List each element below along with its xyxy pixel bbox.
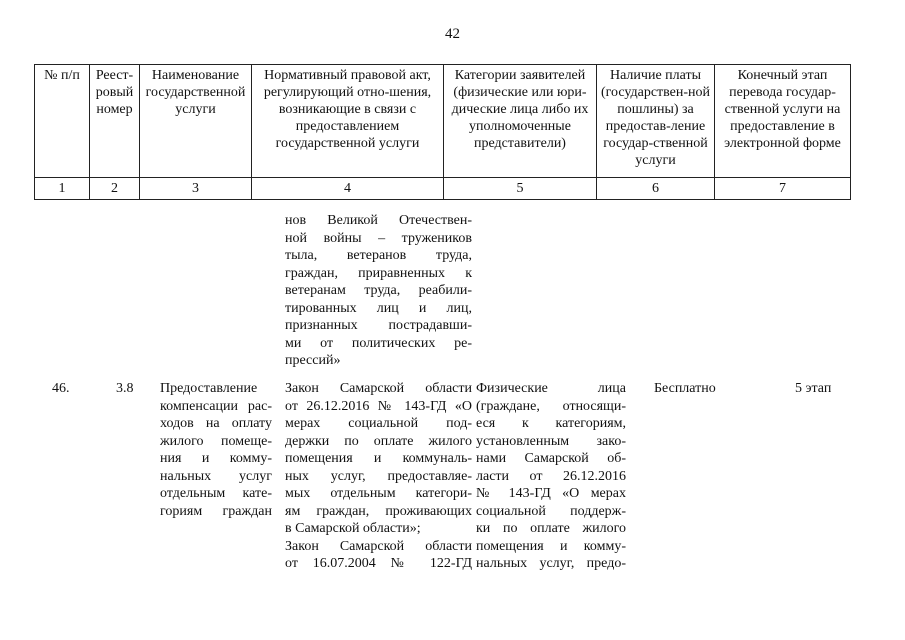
- text-line: тыла, ветеранов труда,: [285, 248, 472, 263]
- text-line: установленным зако-: [476, 433, 626, 449]
- stage-text: 5 этап: [795, 381, 832, 396]
- col-header-reg: Реест-ровый номер: [90, 65, 140, 178]
- col-number: 1: [35, 178, 90, 200]
- text-line: отдельным кате-: [160, 486, 272, 501]
- col-number: 2: [90, 178, 140, 200]
- registry-number: 3.8: [116, 381, 134, 396]
- col-number: 5: [444, 178, 597, 200]
- col-number: 3: [140, 178, 252, 200]
- text-line: прессий»: [285, 353, 341, 368]
- page-number: 42: [445, 26, 460, 42]
- header-row: [35, 65, 851, 178]
- continuation-act-text: [285, 212, 472, 370]
- applicant-category-text: [476, 380, 626, 573]
- text-line: мых отдельным категори-: [285, 486, 472, 501]
- text-line: социальной поддерж-: [476, 503, 626, 519]
- text-line: от 16.07.2004 № 122-ГД: [285, 556, 472, 571]
- text-line: еся к категориям,: [476, 416, 626, 431]
- text-line: Закон Самарской области: [285, 538, 472, 554]
- col-header-act: Нормативный правовой акт, регулирующий отно-шения, возникающие в связи с предоставлением государственной услуги: [252, 65, 444, 178]
- col-header-category: Категории заявителей (физические или юри-дические лица либо их уполномоченные представители): [444, 65, 597, 178]
- text-line: ми от политических ре-: [285, 335, 472, 351]
- text-line: ходов на оплату: [160, 416, 272, 431]
- legal-act-text: [285, 380, 472, 573]
- text-line: тированных лиц и лиц,: [285, 300, 472, 316]
- text-line: нальных услуг: [160, 468, 272, 484]
- fee-text: Бесплатно: [654, 381, 716, 396]
- text-line: граждан, приравненных к: [285, 265, 472, 281]
- text-line: ветеранам труда, реабили-: [285, 283, 472, 298]
- text-line: ласти от 26.12.2016: [476, 468, 626, 484]
- text-line: держки по оплате жилого: [285, 433, 472, 449]
- text-line: нами Самарской об-: [476, 451, 626, 466]
- text-line: ных услуг, предоставляе-: [285, 468, 472, 484]
- text-line: от 26.12.2016 № 143-ГД «О: [285, 398, 472, 414]
- col-header-num: № п/п: [35, 65, 90, 178]
- col-header-name: Наименование государственной услуги: [140, 65, 252, 178]
- text-line: помещения и комму-: [476, 538, 626, 554]
- text-line: № 143-ГД «О мерах: [476, 486, 626, 501]
- text-line: гориям граждан: [160, 503, 272, 519]
- row-num: 46.: [52, 381, 70, 396]
- text-line: в Самарской области»;: [285, 521, 421, 536]
- text-line: признанных пострадавши-: [285, 318, 472, 333]
- text-line: ки по оплате жилого: [476, 521, 626, 536]
- text-line: ной войны – тружеников: [285, 230, 472, 246]
- text-line: ям граждан, проживающих: [285, 503, 472, 519]
- text-line: Предоставление: [160, 381, 258, 396]
- text-line: ния и комму-: [160, 451, 272, 466]
- text-line: нальных услуг, предо-: [476, 556, 626, 571]
- text-line: Физические лица: [476, 381, 626, 396]
- text-line: помещения и коммуналь-: [285, 451, 472, 466]
- text-line: (граждане, относящи-: [476, 398, 626, 414]
- col-number: 4: [252, 178, 444, 200]
- table-header: [34, 64, 851, 200]
- col-header-fee: Наличие платы (государствен-ной пошлины) за предостав-ление государ-ственной услуги: [597, 65, 715, 178]
- text-line: компенсации рас-: [160, 398, 272, 414]
- text-line: жилого помеще-: [160, 433, 272, 449]
- col-number: 6: [597, 178, 715, 200]
- column-numbers-row: [35, 178, 851, 200]
- service-name: [160, 380, 272, 520]
- text-line: Закон Самарской области: [285, 381, 472, 396]
- text-line: нов Великой Отечествен-: [285, 213, 472, 228]
- text-line: мерах социальной под-: [285, 416, 472, 431]
- col-header-stage: Конечный этап перевода государ-ственной услуги на предоставление в электронной форме: [715, 65, 851, 178]
- col-number: 7: [715, 178, 851, 200]
